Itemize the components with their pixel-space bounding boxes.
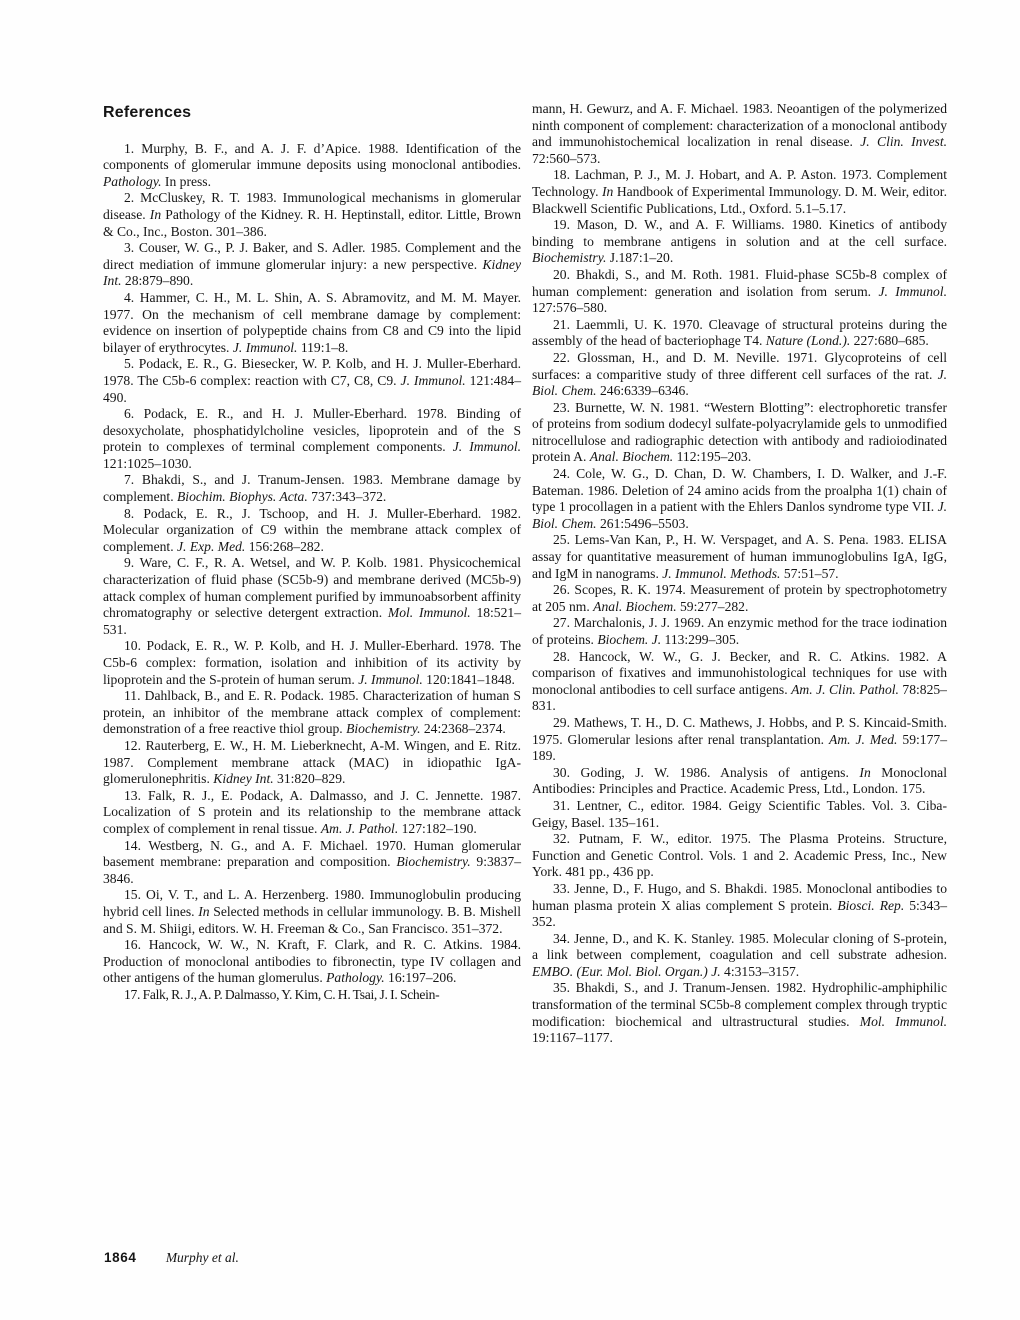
ref-22 <box>532 350 947 400</box>
ref-27 <box>532 615 947 648</box>
reference-text: 19:1167–1177. <box>532 1030 613 1046</box>
ref-3 <box>103 240 521 290</box>
ref-28 <box>532 649 947 715</box>
reference-text: 246:6339–6346. <box>596 383 689 399</box>
ref-5 <box>103 356 521 406</box>
ref-11 <box>103 688 521 738</box>
reference-text: 16:197–206. <box>384 970 457 986</box>
ref-24 <box>532 466 947 532</box>
ref-17-continued <box>532 101 947 167</box>
ref-4 <box>103 290 521 356</box>
reference-text: 227:680–685. <box>850 333 929 349</box>
page-number: 1864 <box>104 1250 137 1265</box>
reference-text: 27. Marchalonis, J. J. 1969. An enzymic method for the trace iodination of proteins. <box>532 615 947 647</box>
reference-text: 9:3837–3846. <box>103 854 521 886</box>
ref-10 <box>103 638 521 688</box>
ref-16 <box>103 937 521 987</box>
reference-text: 31:820–829. <box>273 771 346 787</box>
reference-text: 6. Podack, E. R., and H. J. Muller-Eberhard. 1978. Binding of desoxycholate, phosphatidylcholine vesicles, lipoprotein and of the S protein to complexes of terminal complement components. <box>103 406 521 455</box>
ref-7 <box>103 472 521 505</box>
journal-name: Biochem. J. <box>597 632 662 647</box>
ref-25 <box>532 532 947 582</box>
reference-text: 35. Bhakdi, S., and J. Tranum-Jensen. 1982. Hydrophilic-amphiphilic transformation of the terminal SC5b-8 complement complex through tryptic modification: biochemical and ultrastructural studies. <box>532 980 947 1029</box>
page-footer <box>104 1250 239 1266</box>
reference-text: 10. Podack, E. R., W. P. Kolb, and H. J. Muller-Eberhard. 1978. The C5b-6 complex: formation, isolation and inhibition of its activity by lipoprotein and the S-protein of human serum. <box>103 638 521 687</box>
reference-text: 34. Jenne, D., and K. K. Stanley. 1985. Molecular cloning of S-protein, a link between complement, coagulation and cell substrate adhesion. <box>532 930 947 963</box>
reference-text: 121:484–490. <box>103 372 521 405</box>
journal-name: Pathology. <box>103 173 162 189</box>
reference-text: 21. Laemmli, U. K. 1970. Cleavage of structural proteins during the assembly of the head of bacteriophage T4. <box>532 316 947 349</box>
reference-text: 2. McCluskey, R. T. 1983. Immunological mechanisms in glomerular disease. <box>103 190 521 222</box>
journal-name: In <box>198 903 210 919</box>
journal-name: Kidney Int. <box>213 771 274 787</box>
reference-text: 59:177–189. <box>532 731 947 764</box>
ref-29 <box>532 715 947 765</box>
reference-text: 120:1841–1848. <box>422 671 515 687</box>
reference-text: 18. Lachman, P. J., M. J. Hobart, and A. P. Aston. 1973. Complement Technology. <box>532 167 947 199</box>
reference-text: 8. Podack, E. R., J. Tschoop, and H. J. Muller-Eberhard. 1982. Molecular organization of C9 within the membrane attack complex of complement. <box>103 505 521 554</box>
journal-name: Anal. Biochem. <box>589 449 674 465</box>
reference-text: 11. Dahlback, B., and E. R. Podack. 1985. Characterization of human S protein, an inhibitor of the membrane attack complex of complement: demonstration of a free reactive thiol group. <box>103 688 521 737</box>
reference-text: 127:576–580. <box>532 300 608 316</box>
journal-name: EMBO. (Eur. Mol. Biol. Organ.) J. <box>532 963 721 979</box>
ref-21 <box>532 317 947 350</box>
reference-text: 24:2368–2374. <box>420 721 506 737</box>
journal-name: Am. J. Med. <box>829 731 898 747</box>
journal-name: J. Biol. Chem. <box>532 499 947 531</box>
reference-text: 4. Hammer, C. H., M. L. Shin, A. S. Abramovitz, and M. M. Mayer. 1977. On the mechanism of cell membrane damage by complement: evidence on insertion of polypeptide chains from C8 and C9 into the lipid bilayer of erythrocytes. <box>103 289 521 355</box>
reference-text: Pathology of the Kidney. R. H. Heptinstall, editor. Little, Brown & Co., Inc., Boston. 301–386. <box>103 206 521 239</box>
journal-name: J. Immunol. <box>452 439 521 455</box>
journal-name: J. Immunol. <box>358 671 423 687</box>
reference-text: 29. Mathews, T. H., D. C. Mathews, J. Hobbs, and P. S. Kincaid-Smith. 1975. Glomerular lesions after renal transplantation. <box>532 714 947 747</box>
reference-text: 20. Bhakdi, S., and M. Roth. 1981. Fluid-phase SC5b-8 complex of human complement: generation and isolation from serum. <box>532 266 947 299</box>
journal-name: Pathology. <box>326 970 385 986</box>
reference-text: 112:195–203. <box>673 449 752 465</box>
ref-8 <box>103 506 521 556</box>
reference-text: 127:182–190. <box>398 820 477 836</box>
journal-name: Biosci. Rep. <box>837 897 905 913</box>
reference-text: J.187:1–20. <box>606 250 674 266</box>
ref-35 <box>532 980 947 1046</box>
reference-text: 32. Putnam, F. W., editor. 1975. The Plasma Proteins. Structure, Function and Genetic Control. Vols. 1 and 2. Academic Press, Inc., New York. 481 pp., 436 pp. <box>532 831 947 880</box>
reference-text: 25. Lems-Van Kan, P., H. W. Verspaget, and A. S. Pena. 1983. ELISA assay for quantitative measurement of human immunoglobulins IgA, IgG, and IgM in nanograms. <box>532 532 947 581</box>
reference-text: 30. Goding, J. W. 1986. Analysis of antigens. <box>553 764 860 780</box>
journal-name: Kidney Int. <box>103 256 521 289</box>
reference-text: 13. Falk, R. J., E. Podack, A. Dalmasso, and J. C. Jennette. 1987. Localization of S protein and its relationship to the membrane attack complex of complement in renal tissue. <box>103 787 521 836</box>
journal-name: Anal. Biochem. <box>593 598 677 614</box>
running-head: Murphy et al. <box>165 1250 239 1265</box>
journal-name: Mol. Immunol. <box>859 1013 947 1029</box>
reference-text: 28. Hancock, W. W., G. J. Becker, and R. C. Atkins. 1982. A comparison of fixatives and immunohistological techniques for use with monoclonal antibodies to cell surface antigens. <box>532 648 947 697</box>
ref-26 <box>532 582 947 615</box>
ref-23 <box>532 400 947 466</box>
reference-text: 113:299–305. <box>661 632 740 647</box>
journal-name: J. Biol. Chem. <box>532 366 947 399</box>
reference-text: 31. Lentner, C., editor. 1984. Geigy Scientific Tables. Vol. 3. Ciba-Geigy, Basel. 135–161. <box>532 797 947 830</box>
reference-text: 57:51–57. <box>780 565 839 581</box>
reference-text: Handbook of Experimental Immunology. D. M. Weir, editor. Blackwell Scientific Publications, Ltd., Oxford. 5.1–5.17. <box>532 183 947 216</box>
reference-text: 4:3153–3157. <box>720 963 800 979</box>
reference-text: 7. Bhakdi, S., and J. Tranum-Jensen. 1983. Membrane damage by complement. <box>103 472 521 505</box>
reference-text: 17. Falk, R. J., A. P. Dalmasso, Y. Kim, C. H. Tsai, J. I. Schein- <box>124 986 440 1002</box>
ref-31 <box>532 798 947 831</box>
reference-text: 14. Westberg, N. G., and A. F. Michael. 1970. Human glomerular basement membrane: preparation and composition. <box>103 837 521 870</box>
references-column-right <box>532 101 947 1047</box>
journal-name: Am. J. Pathol. <box>320 820 399 836</box>
reference-text: 3. Couser, W. G., P. J. Baker, and S. Adler. 1985. Complement and the direct mediation of immune glomerular injury: a new perspective. <box>103 240 521 272</box>
ref-33 <box>532 881 947 931</box>
reference-text: In press. <box>161 173 211 189</box>
journal-name: In <box>149 206 162 222</box>
reference-text: 23. Burnette, W. N. 1981. “Western Blotting”: electrophoretic transfer of proteins from sodium dodecyl sulfate-polyacrylamide gels to unmodified nitrocellulose and radiographic detection with antibody and radioiodinated protein A. <box>532 399 947 465</box>
ref-6 <box>103 406 521 472</box>
reference-text: 119:1–8. <box>297 339 349 355</box>
references-column-left <box>103 105 521 1003</box>
reference-text: 26. Scopes, R. K. 1974. Measurement of protein by spectrophotometry at 205 nm. <box>532 582 947 614</box>
reference-text: 24. Cole, W. G., D. Chan, D. W. Chambers, I. D. Walker, and J.-F. Bateman. 1986. Deletion of 24 amino acids from the proalpha 1(1) chain of type 1 procollagen in a patient with the Ehlers Danlos syndrome type VII. <box>532 466 947 515</box>
reference-text: 737:343–372. <box>307 489 387 505</box>
reference-text: 156:268–282. <box>245 538 324 554</box>
journal-name: Nature (Lond.). <box>765 333 851 349</box>
journal-name: Biochemistry. <box>346 721 421 737</box>
reference-text: 9. Ware, C. F., R. A. Wetsel, and W. P. Kolb. 1981. Physicochemical characterization of fluid phase (SC5b-9) and membrane derived (MC5b-9) attack complex of human complement purified by immunoabsorbent affinity chromatography or selective detergent extraction. <box>103 555 521 621</box>
ref-14 <box>103 838 521 888</box>
reference-text: 5. Podack, E. R., G. Biesecker, W. P. Kolb, and H. J. Muller-Eberhard. 1978. The C5b-6 complex: reaction with C7, C8, C9. <box>103 356 521 388</box>
journal-name: Biochemistry. <box>532 250 607 266</box>
reference-text: 59:277–282. <box>676 598 749 614</box>
reference-text: 5:343–352. <box>532 897 947 930</box>
journal-name: J. Exp. Med. <box>177 538 246 554</box>
journal-name: Mol. Immunol. <box>387 605 471 621</box>
reference-text: 121:1025–1030. <box>103 455 192 471</box>
ref-34 <box>532 931 947 981</box>
ref-30 <box>532 765 947 798</box>
references-list-left <box>103 141 521 1004</box>
reference-text: 78:825–831. <box>532 681 947 714</box>
journal-name: Biochemistry. <box>396 854 471 870</box>
journal-name: Biochim. Biophys. Acta. <box>177 489 308 505</box>
reference-text: 15. Oi, V. T., and L. A. Herzenberg. 1980. Immunoglobulin producing hybrid cell lines. <box>103 887 521 919</box>
ref-12 <box>103 738 521 788</box>
journal-name: In <box>859 764 871 780</box>
reference-text: Monoclonal Antibodies: Principles and Practice. Academic Press, Ltd., London. 175. <box>532 764 947 797</box>
reference-text: Selected methods in cellular immunology. B. B. Mishell and S. M. Shiigi, editors. W. H. Freeman & Co., San Francisco. 351–372. <box>103 903 521 936</box>
reference-text: 12. Rauterberg, E. W., H. M. Lieberknecht, A-M. Wingen, and E. Ritz. 1987. Complement membrane attack (MAC) in idiopathic IgA-glomerulonephritis. <box>103 737 521 787</box>
ref-1 <box>103 141 521 191</box>
ref-17 <box>103 987 521 1004</box>
journal-name: J. Immunol. Methods. <box>662 565 781 581</box>
reference-text: 72:560–573. <box>532 150 601 166</box>
references-list-right <box>532 101 947 1047</box>
reference-text: mann, H. Gewurz, and A. F. Michael. 1983. Neoantigen of the polymerized ninth component of complement: characterization of a monoclonal antibody and immunohistochemical localization in renal disease. <box>532 101 947 150</box>
journal-name: In <box>602 183 614 199</box>
ref-15 <box>103 887 521 937</box>
reference-text: 18:521–531. <box>103 605 521 637</box>
journal-name: Am. J. Clin. Pathol. <box>791 681 899 697</box>
reference-text: 28:879–890. <box>121 273 194 289</box>
ref-9 <box>103 555 521 638</box>
ref-2 <box>103 190 521 240</box>
ref-19 <box>532 217 947 267</box>
ref-18 <box>532 167 947 217</box>
journal-name: J. Immunol. <box>400 372 466 388</box>
reference-text: 16. Hancock, W. W., N. Kraft, F. Clark, and R. C. Atkins. 1984. Production of monoclonal antibodies to fibronectin, type IV collagen and other antigens of the human glomerulus. <box>103 937 521 986</box>
references-heading: References <box>103 104 192 121</box>
reference-text: 1. Murphy, B. F., and A. J. F. d’Apice. 1988. Identification of the components of glomerular immune deposits using monoclonal antibodies. <box>103 140 521 173</box>
journal-name: J. Clin. Invest. <box>860 134 947 150</box>
journal-name: J. Immunol. <box>232 339 298 355</box>
reference-text: 19. Mason, D. W., and A. F. Williams. 1980. Kinetics of antibody binding to membrane antigens in solution and at the cell surface. <box>532 217 947 249</box>
ref-32 <box>532 831 947 881</box>
reference-text: 33. Jenne, D., F. Hugo, and S. Bhakdi. 1985. Monoclonal antibodies to human plasma protein X alias complement S protein. <box>532 880 947 913</box>
reference-text: 261:5496–5503. <box>596 515 689 531</box>
ref-20 <box>532 267 947 317</box>
journal-name: J. Immunol. <box>878 283 947 299</box>
ref-13 <box>103 788 521 838</box>
reference-text: 22. Glossman, H., and D. M. Neville. 1971. Glycoproteins of cell surfaces: a comparitive study of three different cell surfaces of the rat. <box>532 349 947 382</box>
